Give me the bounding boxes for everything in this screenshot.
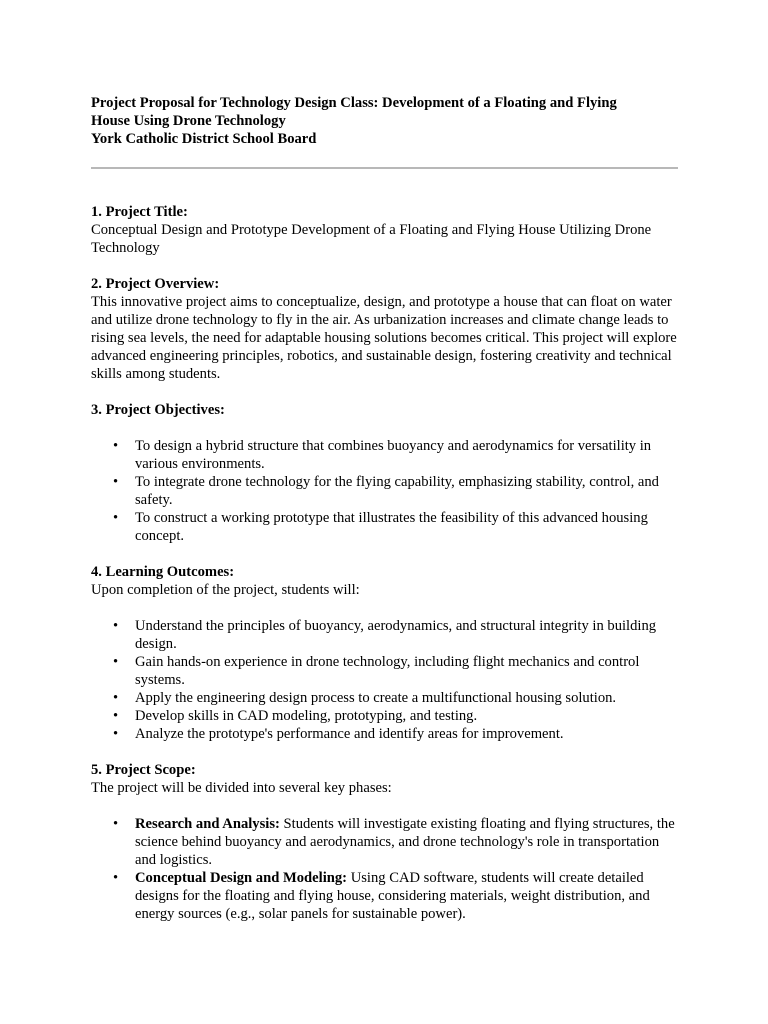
list-item-text: To design a hybrid structure that combines buoyancy and aerodynamics for versatility in various environments. <box>135 438 652 472</box>
bullet-icon: • <box>113 510 119 526</box>
document-title-line-1: Project Proposal for Technology Design Class: Development of a Floating and Flying <box>91 95 617 111</box>
scope-list <box>91 815 678 923</box>
section-learning-outcomes <box>91 563 678 599</box>
bullet-icon: • <box>113 726 119 742</box>
list-item <box>113 725 678 743</box>
section-heading: 1. Project Title: <box>91 204 188 220</box>
section-project-title <box>91 203 678 257</box>
bullet-icon: • <box>113 618 119 634</box>
list-item <box>113 473 678 509</box>
bullet-icon: • <box>113 474 119 490</box>
bullet-icon: • <box>113 438 119 454</box>
list-item-text: Gain hands-on experience in drone technology, including flight mechanics and control systems. <box>135 654 640 688</box>
list-item <box>113 869 678 923</box>
list-item-text: To integrate drone technology for the flying capability, emphasizing stability, control, and safety. <box>135 474 659 508</box>
section-heading: 4. Learning Outcomes: <box>91 564 235 580</box>
list-item-text: Apply the engineering design process to create a multifunctional housing solution. <box>135 690 617 706</box>
bullet-icon: • <box>113 816 119 832</box>
bullet-icon: • <box>113 870 119 886</box>
list-item-text: Using CAD software, students will create detailed designs for the floating and flying house, considering materials, weight distribution, and energy sources (e.g., solar panels for sustainable power). <box>135 870 650 922</box>
section-intro: Upon completion of the project, students will: <box>91 582 360 598</box>
section-project-scope <box>91 761 678 797</box>
list-item <box>113 815 678 869</box>
header-divider <box>91 167 678 169</box>
list-item-text: To construct a working prototype that illustrates the feasibility of this advanced housing concept. <box>135 510 648 544</box>
list-item <box>113 617 678 653</box>
section-heading: 2. Project Overview: <box>91 276 220 292</box>
list-item <box>113 509 678 545</box>
list-item-term: Conceptual Design and Modeling: <box>135 870 348 886</box>
list-item-text: Understand the principles of buoyancy, aerodynamics, and structural integrity in building design. <box>135 618 657 652</box>
bullet-icon: • <box>113 654 119 670</box>
outcomes-list <box>91 617 678 743</box>
section-text: This innovative project aims to conceptualize, design, and prototype a house that can float on water and utilize drone technology to fly in the air. As urbanization increases and climate change leads to rising sea levels, the need for adaptable housing solutions becomes critical. This project will explore advanced engineering principles, robotics, and sustainable design, fostering creativity and technical skills among students. <box>91 294 677 382</box>
list-item <box>113 437 678 473</box>
section-heading: 3. Project Objectives: <box>91 402 225 418</box>
list-item-term: Research and Analysis: <box>135 816 280 832</box>
objectives-list <box>91 437 678 545</box>
document-title-line-2: House Using Drone Technology <box>91 113 286 129</box>
list-item <box>113 689 678 707</box>
section-text: Conceptual Design and Prototype Development of a Floating and Flying House Utilizing Drone Technology <box>91 222 652 256</box>
bullet-icon: • <box>113 690 119 706</box>
list-item <box>113 653 678 689</box>
list-item-text: Students will investigate existing floating and flying structures, the science behind buoyancy and aerodynamics, and drone technology's role in transportation and logistics. <box>135 816 675 868</box>
section-project-objectives <box>91 401 678 419</box>
list-item-text: Develop skills in CAD modeling, prototyping, and testing. <box>135 708 478 724</box>
bullet-icon: • <box>113 708 119 724</box>
list-item <box>113 707 678 725</box>
organization-name: York Catholic District School Board <box>91 131 317 147</box>
document-header <box>91 94 678 148</box>
section-heading: 5. Project Scope: <box>91 762 196 778</box>
section-intro: The project will be divided into several key phases: <box>91 780 392 796</box>
list-item-text: Analyze the prototype's performance and identify areas for improvement. <box>135 726 564 742</box>
section-project-overview <box>91 275 678 383</box>
